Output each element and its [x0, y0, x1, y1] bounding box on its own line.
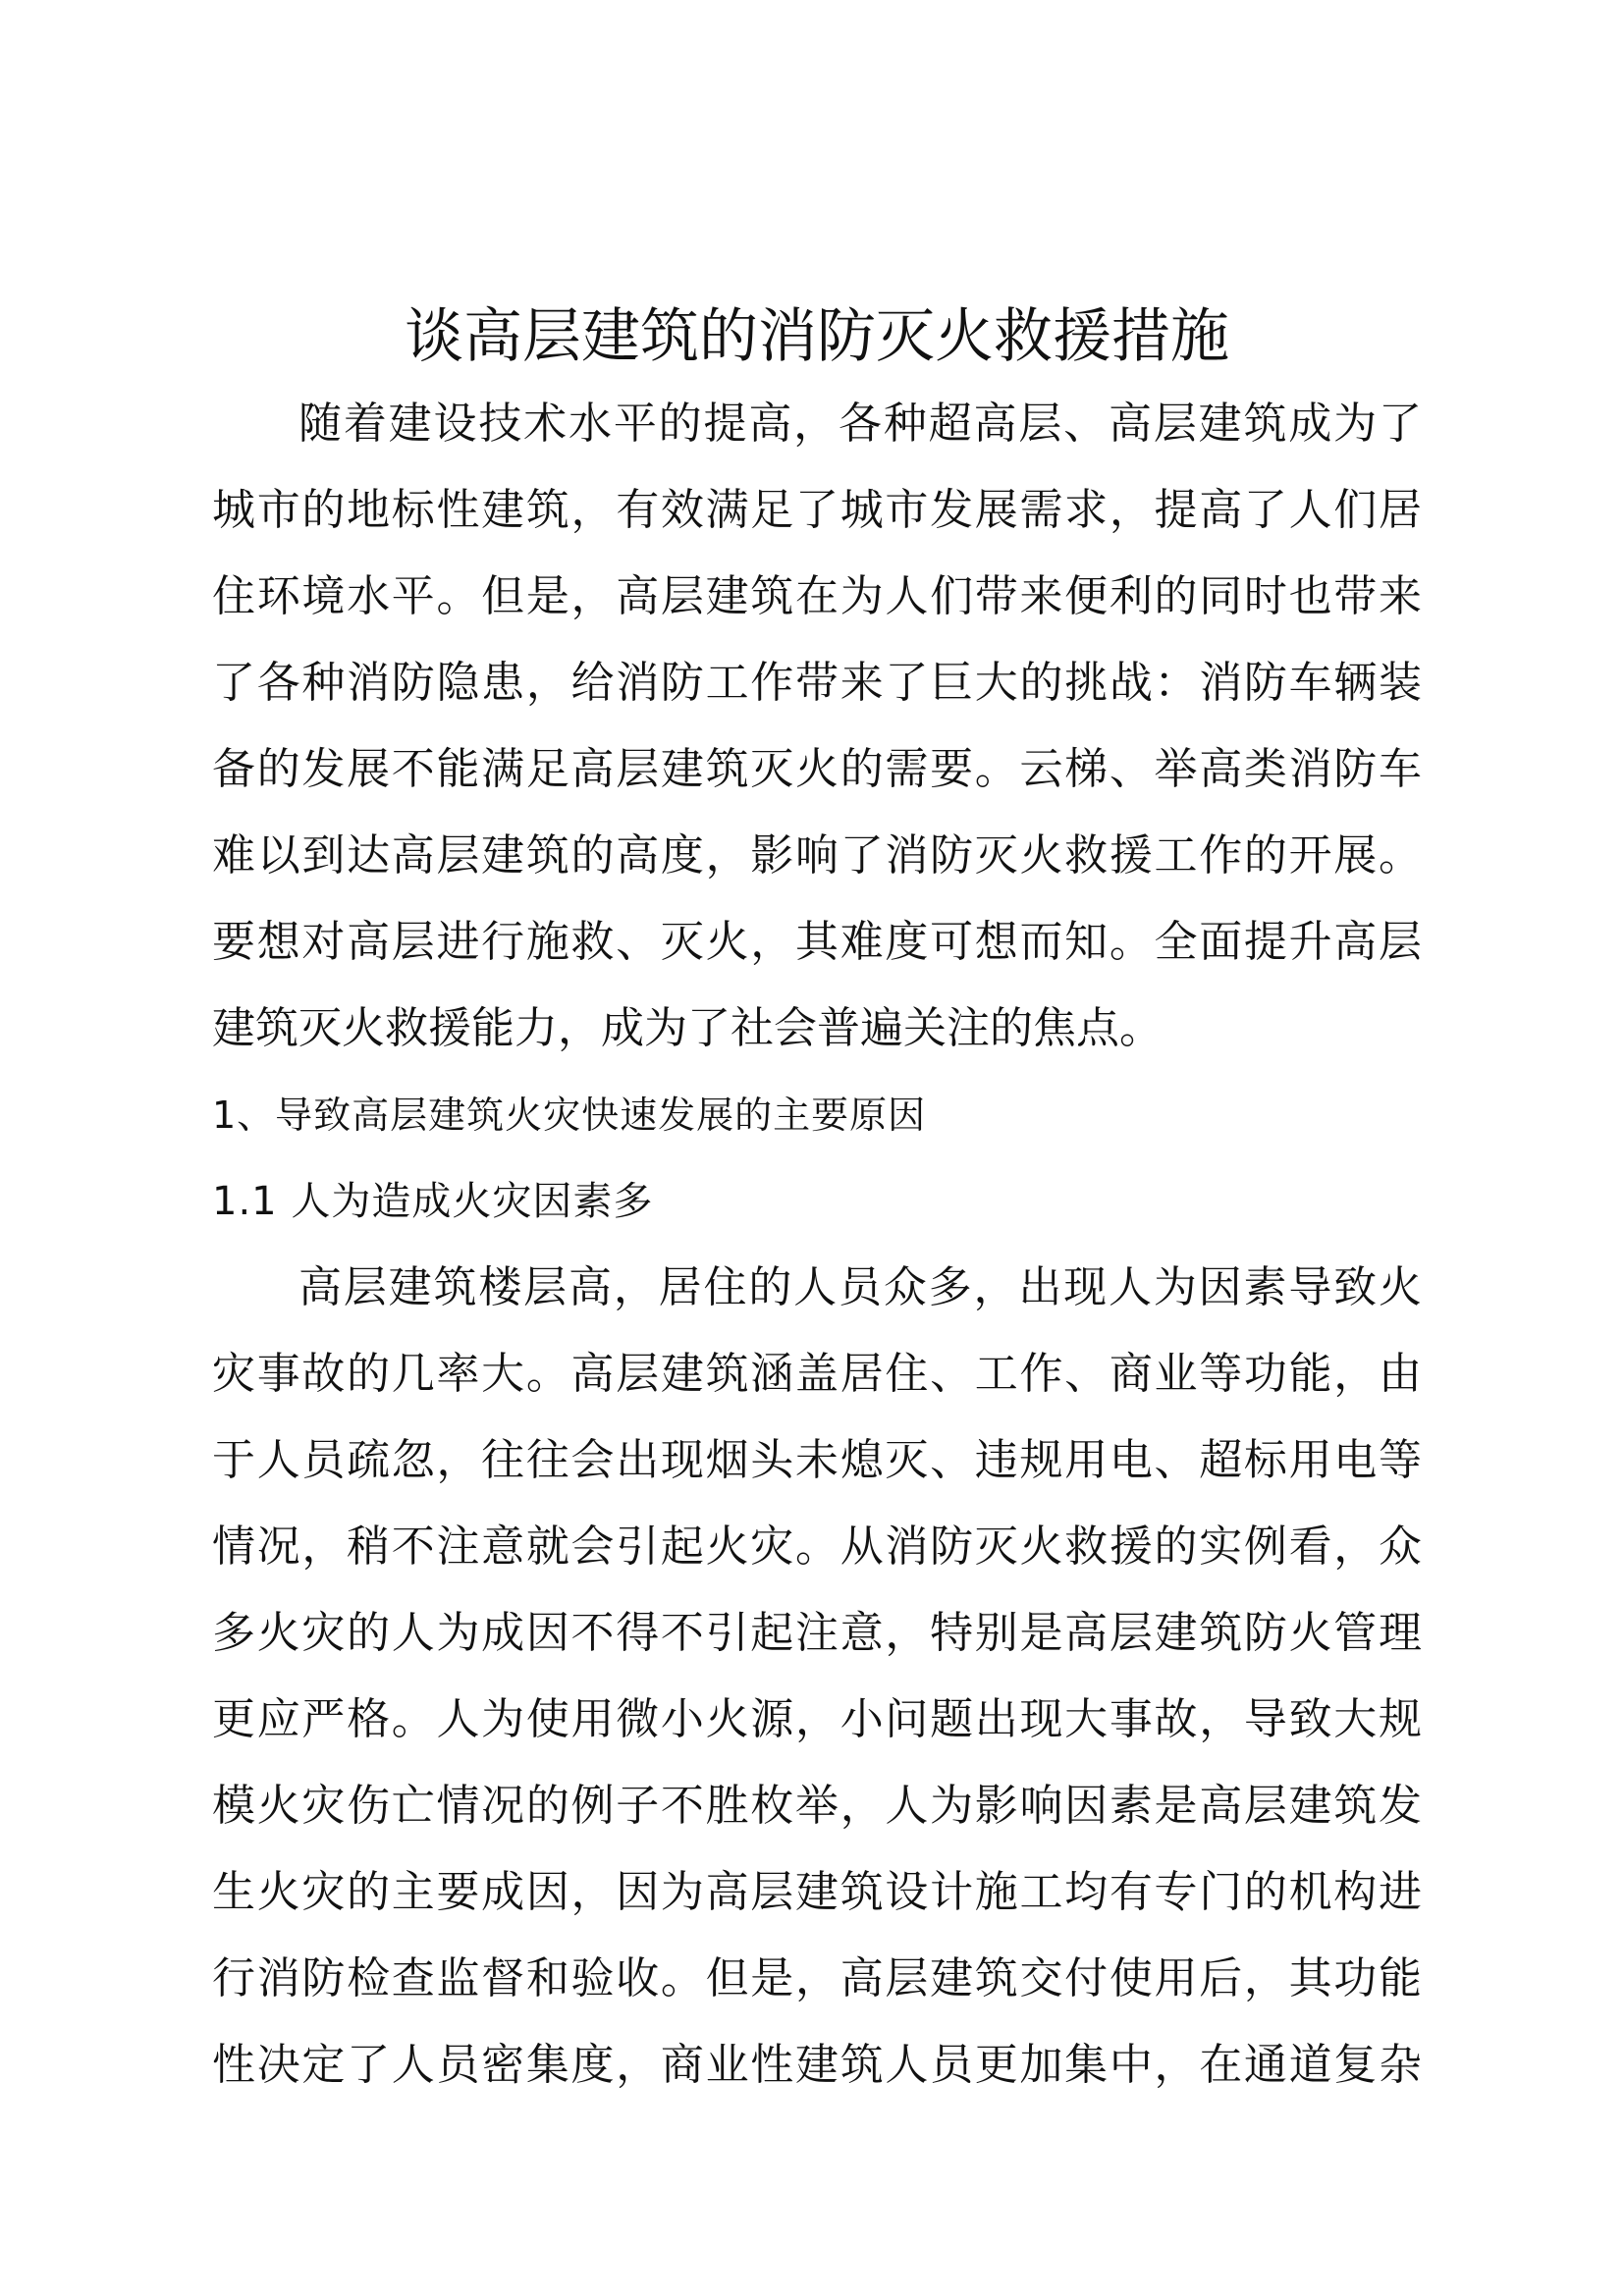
intro-line: 住环境水平。但是，高层建筑在为人们带来便利的同时也带来 [212, 571, 1422, 621]
section-1-1-paragraph [212, 1245, 1422, 2109]
intro-line: 城市的地标性建筑，有效满足了城市发展需求，提高了人们居 [212, 485, 1422, 535]
paragraph-line: 行消防检查监督和验收。但是，高层建筑交付使用后，其功能 [212, 1953, 1422, 2003]
intro-line: 了各种消防隐患，给消防工作带来了巨大的挑战：消防车辆装 [212, 658, 1422, 708]
paragraph-line: 性决定了人员密集度，商业性建筑人员更加集中，在通道复杂 [212, 2040, 1422, 2090]
paragraph-line: 更应严格。人为使用微小火源，小问题出现大事故，导致大规 [212, 1694, 1422, 1744]
paragraph-line: 生火灾的主要成因，因为高层建筑设计施工均有专门的机构进 [212, 1867, 1422, 1917]
document-title: 谈高层建筑的消防灭火救援措施 [405, 302, 1229, 371]
paragraph-line: 高层建筑楼层高，居住的人员众多，出现人为因素导致火 [298, 1262, 1422, 1312]
paragraph-line: 灾事故的几率大。高层建筑涵盖居住、工作、商业等功能，由 [212, 1349, 1422, 1399]
paragraph-line: 于人员疏忽，往往会出现烟头未熄灭、违规用电、超标用电等 [212, 1435, 1422, 1485]
intro-line: 建筑灭火救援能力，成为了社会普遍关注的焦点。 [212, 1003, 1163, 1053]
paragraph-line: 多火灾的人为成因不得不引起注意，特别是高层建筑防火管理 [212, 1608, 1422, 1658]
intro-line: 要想对高层进行施救、灭火，其难度可想而知。全面提升高层 [212, 917, 1422, 967]
paragraph-line: 情况，稍不注意就会引起火灾。从消防灭火救援的实例看，众 [212, 1522, 1422, 1572]
section-1-heading: 1、导致高层建筑火灾快速发展的主要原因 [212, 1094, 927, 1137]
section-1-1-heading: 1.1 人为造成火灾因素多 [212, 1179, 654, 1224]
intro-line: 难以到达高层建筑的高度，影响了消防灭火救援工作的开展。 [212, 830, 1422, 881]
paragraph-line: 模火灾伤亡情况的例子不胜枚举，人为影响因素是高层建筑发 [212, 1781, 1422, 1831]
intro-line: 随着建设技术水平的提高，各种超高层、高层建筑成为了 [298, 399, 1422, 449]
document-body [212, 293, 1422, 2109]
intro-paragraph [212, 381, 1422, 1072]
intro-line: 备的发展不能满足高层建筑灭火的需要。云梯、举高类消防车 [212, 744, 1422, 794]
